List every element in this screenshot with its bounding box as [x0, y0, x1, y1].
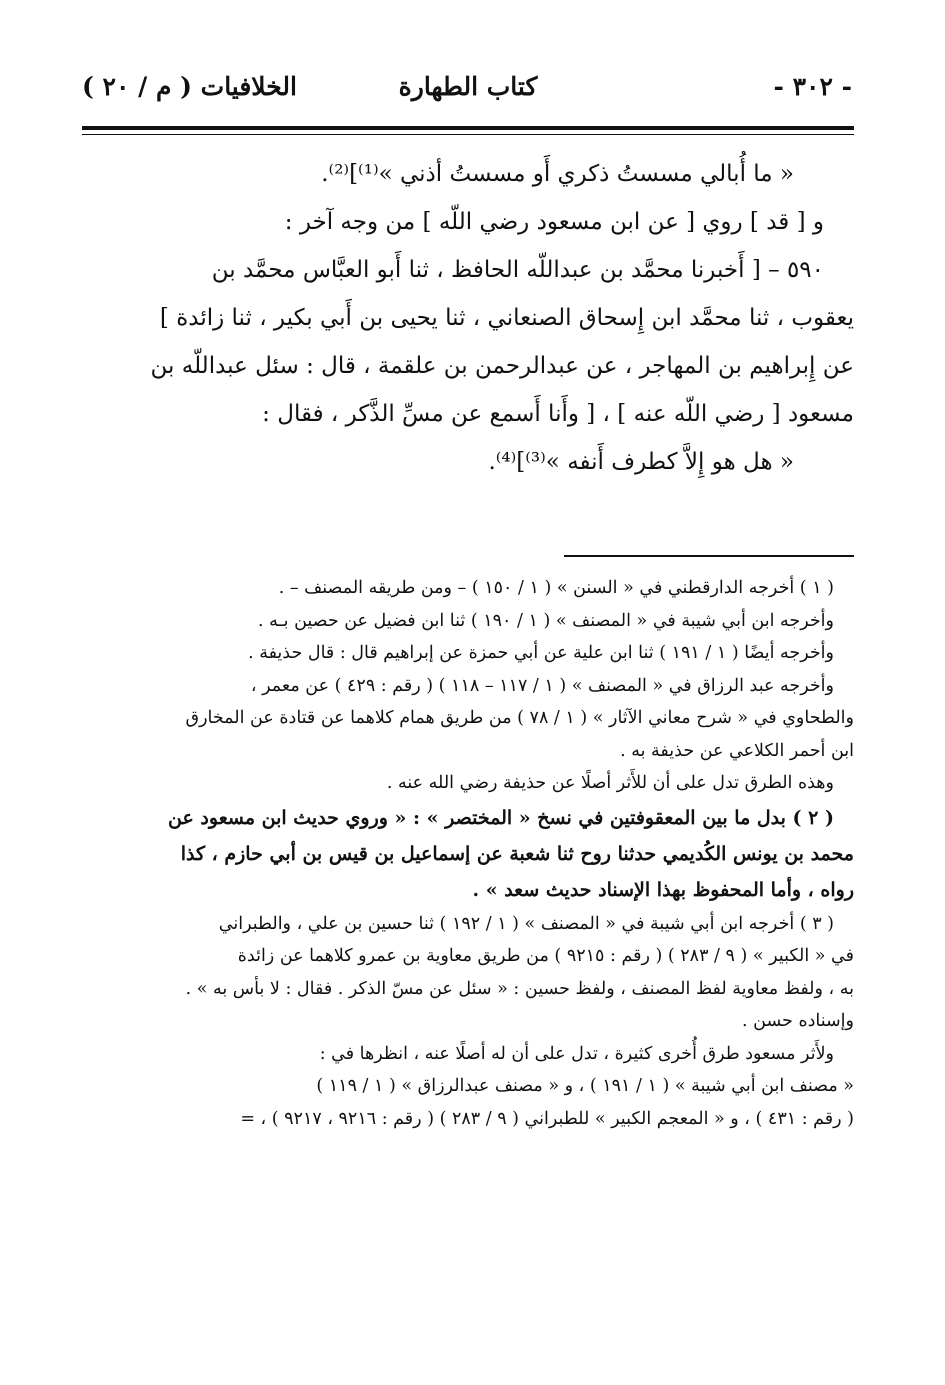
footnote-line: ولأَثر مسعود طرق أُخرى كثيرة ، تدل على أن له أصلًا عنه ، انظرها في : — [319, 1043, 834, 1064]
page-header — [82, 60, 854, 120]
footnote-line: رواه ، وأما المحفوظ بهذا الإسناد حديث سعد » . — [472, 878, 854, 901]
footnote-line: به ، ولفظ معاوية لفظ المصنف ، ولفظ حسين : « سئل عن مسّ الذكر . فقال : لا بأس به » . — [185, 978, 854, 999]
footnote-line: ابن أحمر الكلاعي عن حذيفة به . — [620, 740, 854, 761]
footnote-line: ( ٢ ) بدل ما بين المعقوفتين في نسخ « المختصر » : « وروي حديث ابن مسعود عن — [168, 806, 834, 829]
main-line: « ما أُبالي مسستُ ذكري أَو مسستُ أذني »⁽¹⁾]⁽²⁾. — [321, 161, 794, 187]
footnote-line: ( ١ ) أخرجه الدارقطني في « السنن » ( ١ / ١٥٠ ) – ومن طريقه المصنف – . — [278, 578, 834, 598]
main-line: مسعود [ رضي اللّه عنه ] ، [ وأَنا أَسمع عن مسِّ الذَّكر ، فقال : — [262, 401, 854, 427]
footnote-line: في « الكبير » ( ٩ / ٢٨٣ ) ( رقم : ٩٢١٥ ) من طريق معاوية بن عمرو كلاهما عن زائدة — [237, 946, 854, 966]
main-text — [82, 150, 854, 486]
footnote-line: ( رقم : ٤٣١ ) ، و « المعجم الكبير » للطبراني ( ٩ / ٢٨٣ ) ( رقم : ٩٢١٦ ، ٩٢١٧ ) ، = — [240, 1108, 854, 1129]
footnote-line: والطحاوي في « شرح معاني الآثار » ( ١ / ٧٨ ) من طريق همام كلاهما عن قتادة عن المخارق — [185, 708, 854, 728]
footnote-line: « مصنف ابن أبي شيبة » ( ١ / ١٩١ ) ، و « مصنف عبدالرزاق » ( ١ / ١١٩ ) — [316, 1076, 854, 1096]
page-number: - ٣٠٢ - — [773, 72, 852, 101]
main-line: « هل هو إِلاَّ كطرف أَنفه »⁽³⁾]⁽⁴⁾. — [488, 449, 794, 475]
footnote-line: وهذه الطرق تدل على أن للأَثر أصلًا عن حذيفة رضي الله عنه . — [386, 773, 834, 793]
footnote-line: وإسناده حسن . — [742, 1011, 854, 1031]
volume-reference: الخلافيات ( م / ٢٠ ) — [82, 72, 297, 101]
main-line: عن إِبراهيم بن المهاجر ، عن عبدالرحمن بن علقمة ، قال : سئل عبداللّه بن — [150, 353, 854, 379]
footnote-line: وأخرجه أيضًا ( ١ / ١٩١ ) ثنا ابن علية عن أبي حمزة عن إبراهيم قال : قال حذيفة . — [248, 643, 834, 663]
header-rule-thick — [82, 126, 854, 130]
main-line: و [ قد ] روي [ عن ابن مسعود رضي اللّه ] من وجه آخر : — [284, 209, 824, 235]
footnote-line: محمد بن يونس الكُديمي حدثنا روح ثنا شعبة عن إسماعيل بن قيس بن أبي حازم ، كذا — [180, 842, 854, 865]
footnote-separator — [564, 555, 854, 557]
book-title: كتاب الطهارة — [398, 72, 538, 101]
footnote-line: وأخرجه ابن أبي شيبة في « المصنف » ( ١ / ١٩٠ ) ثنا ابن فضيل عن حصين بـه . — [258, 610, 834, 631]
footnote-line: ( ٣ ) أخرجه ابن أبي شيبة في « المصنف » ( ١ / ١٩٢ ) ثنا حسين بن علي ، والطبراني — [218, 913, 834, 934]
book-page — [82, 60, 854, 1129]
header-rule-thin — [82, 134, 854, 135]
main-line: ٥٩٠ – [ أَخبرنا محمَّد بن عبداللّه الحافظ ، ثنا أَبو العبَّاس محمَّد بن — [211, 257, 824, 283]
main-line: يعقوب ، ثنا محمَّد ابن إِسحاق الصنعاني ، ثنا يحيى بن أَبي بكير ، ثنا زائدة ] — [159, 305, 854, 331]
footnote-line: وأخرجه عبد الرزاق في « المصنف » ( ١ / ١١٧ – ١١٨ ) ( رقم : ٤٢٩ ) عن معمر ، — [250, 675, 834, 696]
footnotes — [82, 572, 854, 1135]
